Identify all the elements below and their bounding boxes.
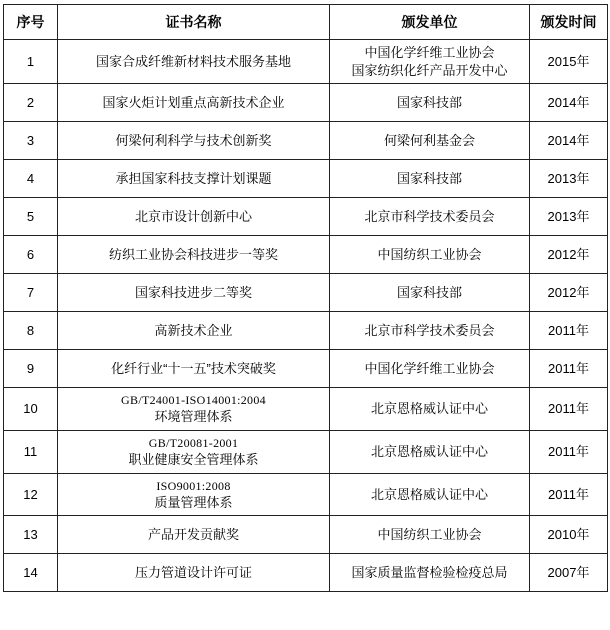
issuing-organization-line: 北京市科学技术委员会 bbox=[364, 322, 495, 338]
cell-index: 13 bbox=[4, 516, 58, 554]
table-row bbox=[4, 122, 608, 160]
cell-issue-date: 2014年 bbox=[530, 84, 608, 122]
cell-certificate-name bbox=[58, 160, 330, 198]
certificate-name-line: 何梁何利科学与技术创新奖 bbox=[115, 132, 272, 148]
cell-issue-date: 2015年 bbox=[530, 40, 608, 84]
cell-index: 9 bbox=[4, 350, 58, 388]
column-header-date: 颁发时间 bbox=[530, 5, 608, 40]
certificate-name-line: ISO9001:2008 bbox=[156, 478, 231, 493]
cell-issue-date: 2014年 bbox=[530, 122, 608, 160]
cell-index: 6 bbox=[4, 236, 58, 274]
issuing-organization-line: 北京恩格威认证中心 bbox=[370, 443, 488, 459]
cell-certificate-name bbox=[58, 40, 330, 84]
table-body bbox=[4, 40, 608, 592]
issuing-organization-line: 国家科技部 bbox=[396, 284, 462, 300]
column-header-name: 证书名称 bbox=[58, 5, 330, 40]
table-row bbox=[4, 40, 608, 84]
cell-index: 1 bbox=[4, 40, 58, 84]
cell-index: 2 bbox=[4, 84, 58, 122]
cell-issuing-organization bbox=[330, 40, 530, 84]
certificate-name-line: 国家火炬计划重点高新技术企业 bbox=[102, 94, 285, 110]
table-header-row bbox=[4, 5, 608, 40]
cell-certificate-name bbox=[58, 350, 330, 388]
cell-issuing-organization bbox=[330, 84, 530, 122]
cell-issuing-organization bbox=[330, 122, 530, 160]
cell-index: 8 bbox=[4, 312, 58, 350]
cell-certificate-name bbox=[58, 388, 330, 431]
certificate-table-container bbox=[0, 4, 610, 592]
table-row bbox=[4, 554, 608, 592]
cell-certificate-name bbox=[58, 312, 330, 350]
cell-index: 12 bbox=[4, 473, 58, 516]
certificate-name-line: 国家科技进步二等奖 bbox=[134, 284, 252, 300]
certificate-name-line: 纺织工业协会科技进步一等奖 bbox=[108, 246, 278, 262]
cell-certificate-name bbox=[58, 236, 330, 274]
cell-issue-date: 2007年 bbox=[530, 554, 608, 592]
issuing-organization-line: 国家质量监督检验检疫总局 bbox=[351, 565, 508, 581]
cell-certificate-name bbox=[58, 430, 330, 473]
cell-issue-date: 2012年 bbox=[530, 236, 608, 274]
cell-issue-date: 2010年 bbox=[530, 516, 608, 554]
issuing-organization-line: 国家科技部 bbox=[396, 170, 462, 186]
certificate-name-line: GB/T24001-ISO14001:2004 bbox=[121, 393, 266, 408]
cell-issuing-organization bbox=[330, 516, 530, 554]
certificate-name-line: 压力管道设计许可证 bbox=[134, 565, 252, 581]
issuing-organization-line: 中国化学纤维工业协会 bbox=[364, 360, 495, 376]
cell-certificate-name bbox=[58, 473, 330, 516]
certificate-name-line: 北京市设计创新中心 bbox=[134, 208, 252, 224]
cell-index: 7 bbox=[4, 274, 58, 312]
cell-certificate-name bbox=[58, 554, 330, 592]
cell-certificate-name bbox=[58, 274, 330, 312]
table-row bbox=[4, 388, 608, 431]
table-row bbox=[4, 84, 608, 122]
certificate-name-line: 职业健康安全管理体系 bbox=[128, 452, 259, 468]
cell-issuing-organization bbox=[330, 430, 530, 473]
cell-issue-date: 2012年 bbox=[530, 274, 608, 312]
table-row bbox=[4, 160, 608, 198]
cell-issue-date: 2013年 bbox=[530, 160, 608, 198]
cell-index: 3 bbox=[4, 122, 58, 160]
cell-issuing-organization bbox=[330, 554, 530, 592]
issuing-organization-line: 国家科技部 bbox=[396, 94, 462, 110]
issuing-organization-line: 北京市科学技术委员会 bbox=[364, 208, 495, 224]
cell-issuing-organization bbox=[330, 198, 530, 236]
issuing-organization-line: 中国纺织工业协会 bbox=[377, 527, 482, 543]
column-header-index: 序号 bbox=[4, 5, 58, 40]
cell-certificate-name bbox=[58, 198, 330, 236]
column-header-org: 颁发单位 bbox=[330, 5, 530, 40]
cell-issue-date: 2011年 bbox=[530, 388, 608, 431]
cell-issue-date: 2011年 bbox=[530, 312, 608, 350]
table-row bbox=[4, 312, 608, 350]
cell-certificate-name bbox=[58, 516, 330, 554]
issuing-organization-line: 国家纺织化纤产品开发中心 bbox=[351, 62, 508, 78]
cell-certificate-name bbox=[58, 84, 330, 122]
cell-certificate-name bbox=[58, 122, 330, 160]
cell-issue-date: 2011年 bbox=[530, 350, 608, 388]
table-row bbox=[4, 274, 608, 312]
issuing-organization-line: 北京恩格威认证中心 bbox=[370, 486, 488, 502]
table-row bbox=[4, 473, 608, 516]
certificate-name-line: 质量管理体系 bbox=[154, 494, 233, 510]
cell-issuing-organization bbox=[330, 473, 530, 516]
issuing-organization-line: 中国纺织工业协会 bbox=[377, 246, 482, 262]
cell-index: 10 bbox=[4, 388, 58, 431]
cell-issue-date: 2013年 bbox=[530, 198, 608, 236]
certificate-name-line: 产品开发贡献奖 bbox=[147, 527, 239, 543]
certificate-table bbox=[3, 4, 608, 592]
cell-issue-date: 2011年 bbox=[530, 430, 608, 473]
cell-index: 11 bbox=[4, 430, 58, 473]
certificate-name-line: 化纤行业“十一五”技术突破奖 bbox=[111, 360, 276, 376]
cell-issuing-organization bbox=[330, 350, 530, 388]
table-row bbox=[4, 198, 608, 236]
issuing-organization-line: 北京恩格威认证中心 bbox=[370, 401, 488, 417]
cell-index: 5 bbox=[4, 198, 58, 236]
table-row bbox=[4, 430, 608, 473]
certificate-name-line: 国家合成纤维新材料技术服务基地 bbox=[95, 53, 291, 69]
cell-issuing-organization bbox=[330, 236, 530, 274]
certificate-name-line: 高新技术企业 bbox=[154, 322, 233, 338]
cell-issuing-organization bbox=[330, 160, 530, 198]
table-row bbox=[4, 516, 608, 554]
cell-issuing-organization bbox=[330, 274, 530, 312]
cell-index: 4 bbox=[4, 160, 58, 198]
table-row bbox=[4, 236, 608, 274]
cell-issuing-organization bbox=[330, 388, 530, 431]
certificate-name-line: GB/T20081-2001 bbox=[148, 435, 239, 450]
cell-index: 14 bbox=[4, 554, 58, 592]
table-row bbox=[4, 350, 608, 388]
cell-issuing-organization bbox=[330, 312, 530, 350]
table-header bbox=[4, 5, 608, 40]
certificate-name-line: 承担国家科技支撑计划课题 bbox=[115, 170, 272, 186]
issuing-organization-line: 中国化学纤维工业协会 bbox=[364, 45, 495, 60]
cell-issue-date: 2011年 bbox=[530, 473, 608, 516]
issuing-organization-line: 何梁何利基金会 bbox=[383, 132, 475, 148]
certificate-name-line: 环境管理体系 bbox=[154, 409, 233, 425]
